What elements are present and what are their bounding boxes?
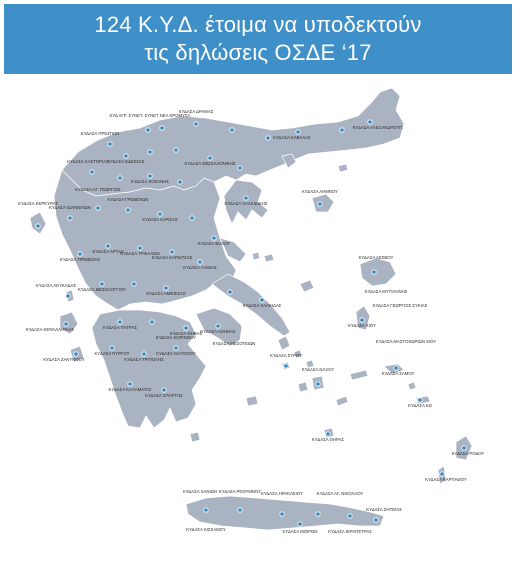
marker[interactable] xyxy=(280,512,284,516)
map-label: ΚΥΔΑΣΑ ΚΟΡΙΝΘΟΥ xyxy=(155,335,197,340)
island-skyros xyxy=(300,280,314,292)
map-label: ΚΥΔΑΣΑ ΣΑΜΟΥ xyxy=(381,371,415,376)
marker[interactable] xyxy=(238,166,242,170)
marker[interactable] xyxy=(164,286,168,290)
marker[interactable] xyxy=(170,250,174,254)
region-crete xyxy=(186,496,384,530)
map-label: ΚΥΔΑΣΑ ΜΥΤΙΛΗΝΗΣ xyxy=(364,289,408,294)
marker[interactable] xyxy=(348,514,352,518)
marker[interactable] xyxy=(216,324,220,328)
marker[interactable] xyxy=(160,126,164,130)
map-label: ΚΥΔΑΣΑ ΧΙΟΥ xyxy=(348,323,376,328)
map-label: ΚΥΔΑΣΑ ΛΕΣΒΟΥ xyxy=(358,255,394,260)
marker[interactable] xyxy=(374,518,378,522)
map-label: ΚΥΔΑΣΑ ΙΕΡΑΠΕΤΡΑΣ xyxy=(328,529,372,534)
marker[interactable] xyxy=(340,128,344,132)
marker[interactable] xyxy=(284,364,288,368)
map-label: ΚΥΔΑΣΑ ΣΥΡΟΥ xyxy=(269,353,303,358)
map-label: ΚΥΔΑΣΑ ΚΑΣΤΟΡΙΑΣ xyxy=(67,159,109,164)
map-canvas xyxy=(0,78,516,585)
marker[interactable] xyxy=(96,206,100,210)
map-label: ΚΥΔΑΣΑ ΛΑΜΙΑΣ xyxy=(183,265,217,270)
island-lemnos xyxy=(312,194,334,212)
map-label: ΚΥΔΑΣΑ ΚΟΖΑΝΗΣ xyxy=(130,179,170,184)
marker[interactable] xyxy=(108,142,112,146)
marker[interactable] xyxy=(260,298,264,302)
map-label: ΚΥΔΑΣΑ ΡΕΘΥΜΝΟΥ xyxy=(218,489,262,494)
marker[interactable] xyxy=(174,346,178,350)
marker[interactable] xyxy=(148,150,152,154)
title-line-1: 124 Κ.Υ.Δ. έτοιμα να υποδεκτούν xyxy=(94,12,422,37)
marker[interactable] xyxy=(90,170,94,174)
marker[interactable] xyxy=(194,122,198,126)
map-label: ΚΥΔΑΣΑ ΚΑΡΔΙΤΣΑΣ xyxy=(151,255,193,260)
map-label: ΚΥΔΑΣΑ ΚΑΛΑΜΑΤΑΣ xyxy=(108,387,152,392)
map-label: ΚΥΔΑΣΑ ΧΑΛΚΙΔΑΣ xyxy=(242,303,282,308)
region-north-mainland xyxy=(62,88,404,196)
marker[interactable] xyxy=(68,216,72,220)
map-label: ΚΥΔΑΣΑ ΚΩ xyxy=(408,403,432,408)
map-label: ΚΥΔΑΣΑ ΣΠΑΡΤΗΣ xyxy=(145,393,183,398)
map-label: ΚΥΔΑΣΑ ΚΑΡΠΑΘΟΥ xyxy=(425,477,467,482)
map-label: ΚΥΔΑΣΑ ΠΑΤΡΑΣ xyxy=(103,325,137,330)
marker[interactable] xyxy=(238,508,242,512)
marker[interactable] xyxy=(100,282,104,286)
marker[interactable] xyxy=(230,128,234,132)
marker[interactable] xyxy=(440,472,444,476)
marker[interactable] xyxy=(146,128,150,132)
map-label: ΚΥΔΑΣΑ ΜΕΣΟΓΕΙΩΝ xyxy=(212,341,256,346)
marker[interactable] xyxy=(266,136,270,140)
map-label: ΚΥΔΑΣΑ ΚΑΒΑΛΑΣ xyxy=(273,135,311,140)
marker[interactable] xyxy=(198,260,202,264)
marker[interactable] xyxy=(298,522,302,526)
map-label: ΚΥΔΑΣΑ ΝΑΥΠΛΙΟΥ xyxy=(156,351,196,356)
marker[interactable] xyxy=(106,244,110,248)
title-banner xyxy=(4,4,512,74)
island-kalymnos xyxy=(408,382,416,390)
map-label: ΚΥΔΑΣΑ ΘΕΣΣΑΛΟΝΙΚΗΣ xyxy=(184,161,236,166)
marker[interactable] xyxy=(394,366,398,370)
island-milos xyxy=(246,396,258,406)
marker[interactable] xyxy=(162,388,166,392)
island-samothrace xyxy=(338,164,348,172)
marker[interactable] xyxy=(316,382,320,386)
marker[interactable] xyxy=(110,346,114,350)
map-label: ΚΥΔΑΣΑ ΓΡΕΒΕΝΩΝ xyxy=(107,197,149,202)
map-label: ΚΥΔΑΣΑ ΖΑΚΥΝΘΟΥ xyxy=(43,357,85,362)
marker[interactable] xyxy=(78,252,82,256)
marker[interactable] xyxy=(244,196,248,200)
marker[interactable] xyxy=(174,148,178,152)
island-amorgos xyxy=(336,396,348,406)
marker[interactable] xyxy=(148,174,152,178)
marker[interactable] xyxy=(368,120,372,124)
map-label: ΚΥΔΑΣΑ ΚΙΣΣΑΜΟΥ xyxy=(186,527,226,532)
marker[interactable] xyxy=(128,382,132,386)
island-skopelos xyxy=(264,254,274,262)
marker[interactable] xyxy=(184,326,188,330)
map-label: ΚΥΔΑΣΑ ΓΕΩΡΓΙΟΣ ΣΥΚΙΑΣ xyxy=(372,303,428,308)
map-label: ΚΥΔΑΣΑ ΜΑΣΤΟΧΩΡΙΩΝ ΧΙΟΥ xyxy=(375,339,437,344)
island-corfu xyxy=(30,212,46,234)
marker[interactable] xyxy=(190,216,194,220)
map-label: ΚΥΔΑΣΑ ΛΗΜΝΟΥ xyxy=(301,189,339,194)
island-paros xyxy=(298,382,308,392)
marker[interactable] xyxy=(316,512,320,516)
map-label: ΚΥΔΑΣΑ ΠΡΕΣΠΩΝ xyxy=(80,131,120,136)
marker[interactable] xyxy=(124,154,128,158)
map-label: ΚΥΔΑΣΑ ΕΔΕΣΣΑΣ xyxy=(107,159,145,164)
island-skiathos xyxy=(252,252,260,260)
map-label: ΚΥΔΑΣΑ ΜΟΙΡΩΝ xyxy=(282,529,318,534)
title-line-2: τις δηλώσεις ΟΣΔΕ ‘17 xyxy=(144,40,372,65)
map-label: ΚΥΔΑΣΑ ΘΗΒΑΣ xyxy=(169,331,203,336)
map-label: ΚΥΔΑΣΑ ΚΕΦΑΛΛΗΝΙΑΣ xyxy=(25,327,75,332)
marker[interactable] xyxy=(228,290,232,294)
map-label: ΚΥΔΑΣΑ ΚΕΡΚΥΡΑΣ xyxy=(17,201,59,206)
map-label: ΚΥΔΑΣΑ ΤΡΙΚΑΛΩΝ xyxy=(120,251,160,256)
map-label: ΚΥΔΑΣΑ ΛΑΡΙΣΑΣ xyxy=(142,217,178,222)
map-label: ΚΥΔΑΣΑ ΙΩΑΝΝΙΝΩΝ xyxy=(49,205,91,210)
marker[interactable] xyxy=(118,320,122,324)
island-andros xyxy=(278,336,290,350)
marker[interactable] xyxy=(142,352,146,356)
marker[interactable] xyxy=(158,212,162,216)
map-label: ΚΥΔΑΣΑ ΒΟΛΟΥ xyxy=(197,241,231,246)
map-label: ΚΥΔΑΣΑ ΗΡΑΚΛΕΙΟΥ xyxy=(260,491,304,496)
map-label: ΚΥΔΑΣΑ ΘΗΡΑΣ xyxy=(311,437,345,442)
map-label: ΚΥΔ ΑΓΡ. ΣΥΝΕΤ. ΣΥΝΕΤ ΝΕΑ ΚΡΟΜΥΣΑ xyxy=(109,113,191,118)
map-label: ΚΥΔΑΣΑ ΧΑΝΙΩΝ xyxy=(183,489,217,494)
marker[interactable] xyxy=(208,156,212,160)
marker[interactable] xyxy=(74,352,78,356)
map-label: ΚΥΔΑΣΑ ΑΡΤΑΣ xyxy=(92,249,124,254)
map-label: ΚΥΔΑΣΑ ΑΛΕΞΑΝΔΡΟΥΠ. xyxy=(352,125,404,130)
marker[interactable] xyxy=(150,320,154,324)
marker[interactable] xyxy=(36,224,40,228)
map-label: ΚΥΔΑΣΑ ΧΑΛΚΙΔΙΚΗΣ xyxy=(224,201,268,206)
marker[interactable] xyxy=(118,176,122,180)
map-label: ΚΥΔΑΣΑ ΔΡΑΜΑΣ xyxy=(178,109,214,114)
map-label: ΚΥΔΑΣΑ ΣΗΤΕΙΑΣ xyxy=(366,507,402,512)
marker[interactable] xyxy=(132,282,136,286)
map-label: ΚΥΔΑΣΑ ΠΡΕΒΕΖΑΣ xyxy=(59,257,101,262)
map-label: ΚΥΔΑΣΑ ΑΓ. ΝΙΚΟΛΑΟΥ xyxy=(316,491,364,496)
map-label: ΚΥΔΑΣΑ ΝΑΞΟΥ xyxy=(301,367,335,372)
map-label: ΚΥΔΑΣΑ ΑΘΗΝΑΣ xyxy=(200,329,236,334)
map-label: ΚΥΔΑΣΑ ΑΓ. ΓΕΩΡΓΙΟΣ xyxy=(75,187,121,192)
marker[interactable] xyxy=(64,322,68,326)
marker[interactable] xyxy=(138,246,142,250)
island-kythira xyxy=(190,432,200,442)
marker[interactable] xyxy=(326,432,330,436)
marker[interactable] xyxy=(462,446,466,450)
landmass xyxy=(30,88,472,530)
marker[interactable] xyxy=(318,202,322,206)
marker[interactable] xyxy=(204,508,208,512)
map-label: ΚΥΔΑΣΑ ΛΕΥΚΑΔΑΣ xyxy=(35,283,77,288)
map-label: ΚΥΔΑΣΑ ΑΜΦΙΣΣΑΣ xyxy=(146,291,186,296)
marker[interactable] xyxy=(360,318,364,322)
marker[interactable] xyxy=(296,130,300,134)
marker[interactable] xyxy=(126,208,130,212)
map-label: ΚΥΔΑΣΑ ΜΕΣΟΛΟΓΓΙΟΥ xyxy=(77,287,127,292)
marker[interactable] xyxy=(372,270,376,274)
marker[interactable] xyxy=(418,398,422,402)
map-label: ΚΥΔΑΣΑ ΡΟΔΟΥ xyxy=(451,451,485,456)
marker[interactable] xyxy=(178,180,182,184)
map-label: ΚΥΔΑΣΑ ΠΥΡΓΟΥ xyxy=(94,351,130,356)
greece-map xyxy=(0,78,516,585)
island-ikaria xyxy=(350,370,368,380)
marker[interactable] xyxy=(66,294,70,298)
map-label: ΚΥΔΑΣΑ ΤΡΙΠΟΛΗΣ xyxy=(124,357,164,362)
marker[interactable] xyxy=(212,236,216,240)
